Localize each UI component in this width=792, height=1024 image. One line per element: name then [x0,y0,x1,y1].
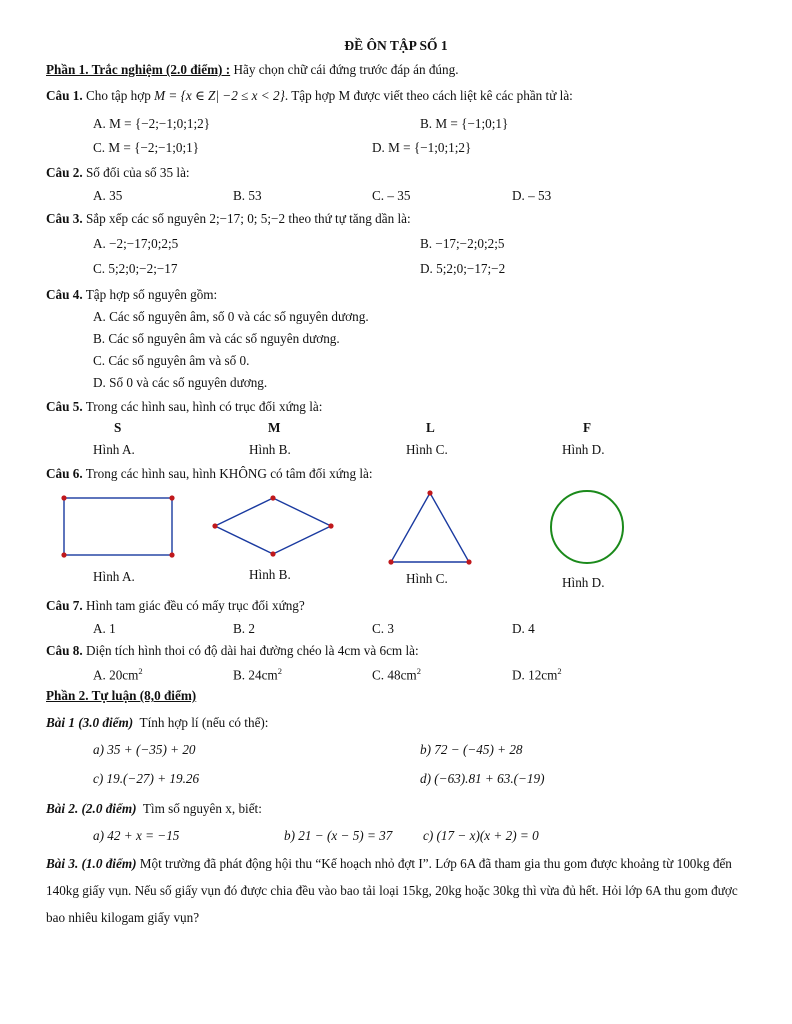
q7-row [46,598,305,614]
bai3-text: Một trường đã phát động hội thu “Kế hoạch nhỏ đợt I”. Lớp 6A đã tham gia thu gom được khoảng từ 100kg đến 140kg giấy vụn. Nếu số giấy vụn đó được chia đều vào bao tải loại 15kg, 20kg hoặc 30kg thì vừa đủ hết. Hỏi lớp 6A thu gom được bao nhiêu kilogam giấy vụn? [46,856,738,925]
q1-option-c: C. M = {−2;−1;0;1} [93,140,200,155]
rhombus-vertex [328,523,333,528]
bai2-item-b: b) 21 − (x − 5) = 37 [284,828,393,843]
q5-row [46,399,322,415]
q1-label: Câu 1. [46,88,83,103]
q5-caption-c: Hình C. [406,442,448,457]
q2-label: Câu 2. [46,165,83,180]
q8-text: Diện tích hình thoi có độ dài hai đường chéo là 4cm và 6cm là: [85,643,419,658]
q8-label: Câu 8. [46,643,83,658]
q8-option-b-text: B. 24cm [233,667,278,683]
q4-option-a: A. Các số nguyên âm, số 0 và các số nguyên dương. [93,309,369,324]
q3-label: Câu 3. [46,211,83,226]
q4-row [46,287,217,303]
q1-text-after: . Tập hợp M được viết theo cách liệt kê các phần tử là: [284,88,573,103]
q1-option-d: D. M = {−1;0;1;2} [372,140,472,155]
triangle-vertex [427,490,432,495]
q3-option-b: B. −17;−2;0;2;5 [420,236,505,251]
q8-option-c [372,666,421,683]
q7-label: Câu 7. [46,598,83,613]
bai1-row [46,715,268,731]
q5-caption-b: Hình B. [249,442,291,457]
q7-option-b: B. 2 [233,621,255,636]
q5-caption-a: Hình A. [93,442,135,457]
q4-option-c: C. Các số nguyên âm và số 0. [93,353,250,368]
q2-text: Số đối của số 35 là: [85,165,190,180]
q8-option-b [233,666,282,683]
q7-option-a: A. 1 [93,621,116,636]
bai3-label: Bài 3. (1.0 điểm) [46,856,137,871]
triangle-vertex [388,559,393,564]
bai3-paragraph [46,850,746,931]
rectangle-vertex [169,552,174,557]
bai2-row [46,801,262,817]
q3-row [46,211,411,227]
rectangle-vertex [61,552,66,557]
q8-option-c-power: 2 [416,666,421,676]
q3-text: Sắp xếp các số nguyên 2;−17; 0; 5;−2 theo thứ tự tăng dần là: [85,211,411,226]
triangle-outline [391,493,469,562]
q8-option-d-power: 2 [557,666,562,676]
bai1-label: Bài 1 (3.0 điểm) [46,715,134,730]
q8-row [46,643,419,659]
q5-letter-c: L [426,420,435,435]
part1-heading: Phần 1. Trắc nghiệm (2.0 điểm) : [46,62,231,77]
rhombus-vertex [270,551,275,556]
q5-letter-b: M [268,420,281,435]
rhombus-outline [215,498,331,554]
bai2-label: Bài 2. (2.0 điểm) [46,801,137,816]
q3-option-a: A. −2;−17;0;2;5 [93,236,179,251]
q4-option-b: B. Các số nguyên âm và các số nguyên dương. [93,331,340,346]
q5-caption-d: Hình D. [562,442,605,457]
q8-option-a-text: A. 20cm [93,667,139,683]
q2-option-c: C. – 35 [372,188,411,203]
rectangle-outline [64,498,172,555]
page-title: ĐỀ ÔN TẬP SỐ 1 [344,38,448,53]
bai2-item-c: c) (17 − x)(x + 2) = 0 [423,828,539,843]
q6-row [46,466,373,482]
q4-label: Câu 4. [46,287,83,302]
q2-option-b: B. 53 [233,188,262,203]
bai1-text: Tính hợp lí (nếu có thể): [139,715,269,730]
q1-row [46,88,573,104]
rhombus-vertex [212,523,217,528]
q3-option-d: D. 5;2;0;−17;−2 [420,261,506,276]
q6-label: Câu 6. [46,466,83,481]
triangle-vertex [466,559,471,564]
q6-caption-d: Hình D. [562,575,605,590]
q4-text: Tập hợp số nguyên gồm: [85,287,218,302]
q6-caption-c: Hình C. [406,571,448,586]
part1-heading-row [46,62,459,78]
q3-option-c: C. 5;2;0;−2;−17 [93,261,178,276]
rectangle-vertex [61,495,66,500]
q5-letter-a: S [114,420,122,435]
q7-option-d: D. 4 [512,621,535,636]
q2-row [46,165,190,181]
q8-option-a-power: 2 [138,666,143,676]
q2-option-d: D. – 53 [512,188,552,203]
bai1-item-a: a) 35 + (−35) + 20 [93,742,196,757]
q8-option-a [93,666,143,683]
bai1-item-d: d) (−63).81 + 63.(−19) [420,771,545,786]
bai1-item-b: b) 72 − (−45) + 28 [420,742,523,757]
q5-text: Trong các hình sau, hình có trục đối xứng là: [85,399,323,414]
bai1-item-c: c) 19.(−27) + 19.26 [93,771,200,786]
q8-option-d [512,666,562,683]
q6-rectangle [61,495,174,557]
rhombus-vertex [270,495,275,500]
q6-caption-a: Hình A. [93,569,135,584]
q1-option-a: A. M = {−2;−1;0;1;2} [93,116,211,131]
bai2-text: Tìm số nguyên x, biết: [142,801,262,816]
q6-rhombus [212,495,333,556]
part2-heading: Phần 2. Tự luận (8,0 điểm) [46,688,197,703]
q6-triangle [388,490,471,564]
rectangle-vertex [169,495,174,500]
q1-text-before: Cho tập hợp [85,88,151,103]
q1-set-expression: M = {x ∈ Z| −2 ≤ x < 2} [154,88,285,103]
bai2-item-a: a) 42 + x = −15 [93,828,180,843]
q8-option-c-text: C. 48cm [372,667,417,683]
q8-option-d-text: D. 12cm [512,667,558,683]
q8-option-b-power: 2 [277,666,282,676]
q7-option-c: C. 3 [372,621,394,636]
q2-option-a: A. 35 [93,188,123,203]
q7-text: Hình tam giác đều có mấy trục đối xứng? [85,598,305,613]
q1-option-b: B. M = {−1;0;1} [420,116,509,131]
q6-caption-b: Hình B. [249,567,291,582]
q5-label: Câu 5. [46,399,83,414]
q6-circle [551,491,623,563]
q5-letter-d: F [583,420,592,435]
q4-option-d: D. Số 0 và các số nguyên dương. [93,375,268,390]
q6-text: Trong các hình sau, hình KHÔNG có tâm đối xứng là: [85,466,373,481]
part1-instruction: Hãy chọn chữ cái đứng trước đáp án đúng. [233,62,459,77]
